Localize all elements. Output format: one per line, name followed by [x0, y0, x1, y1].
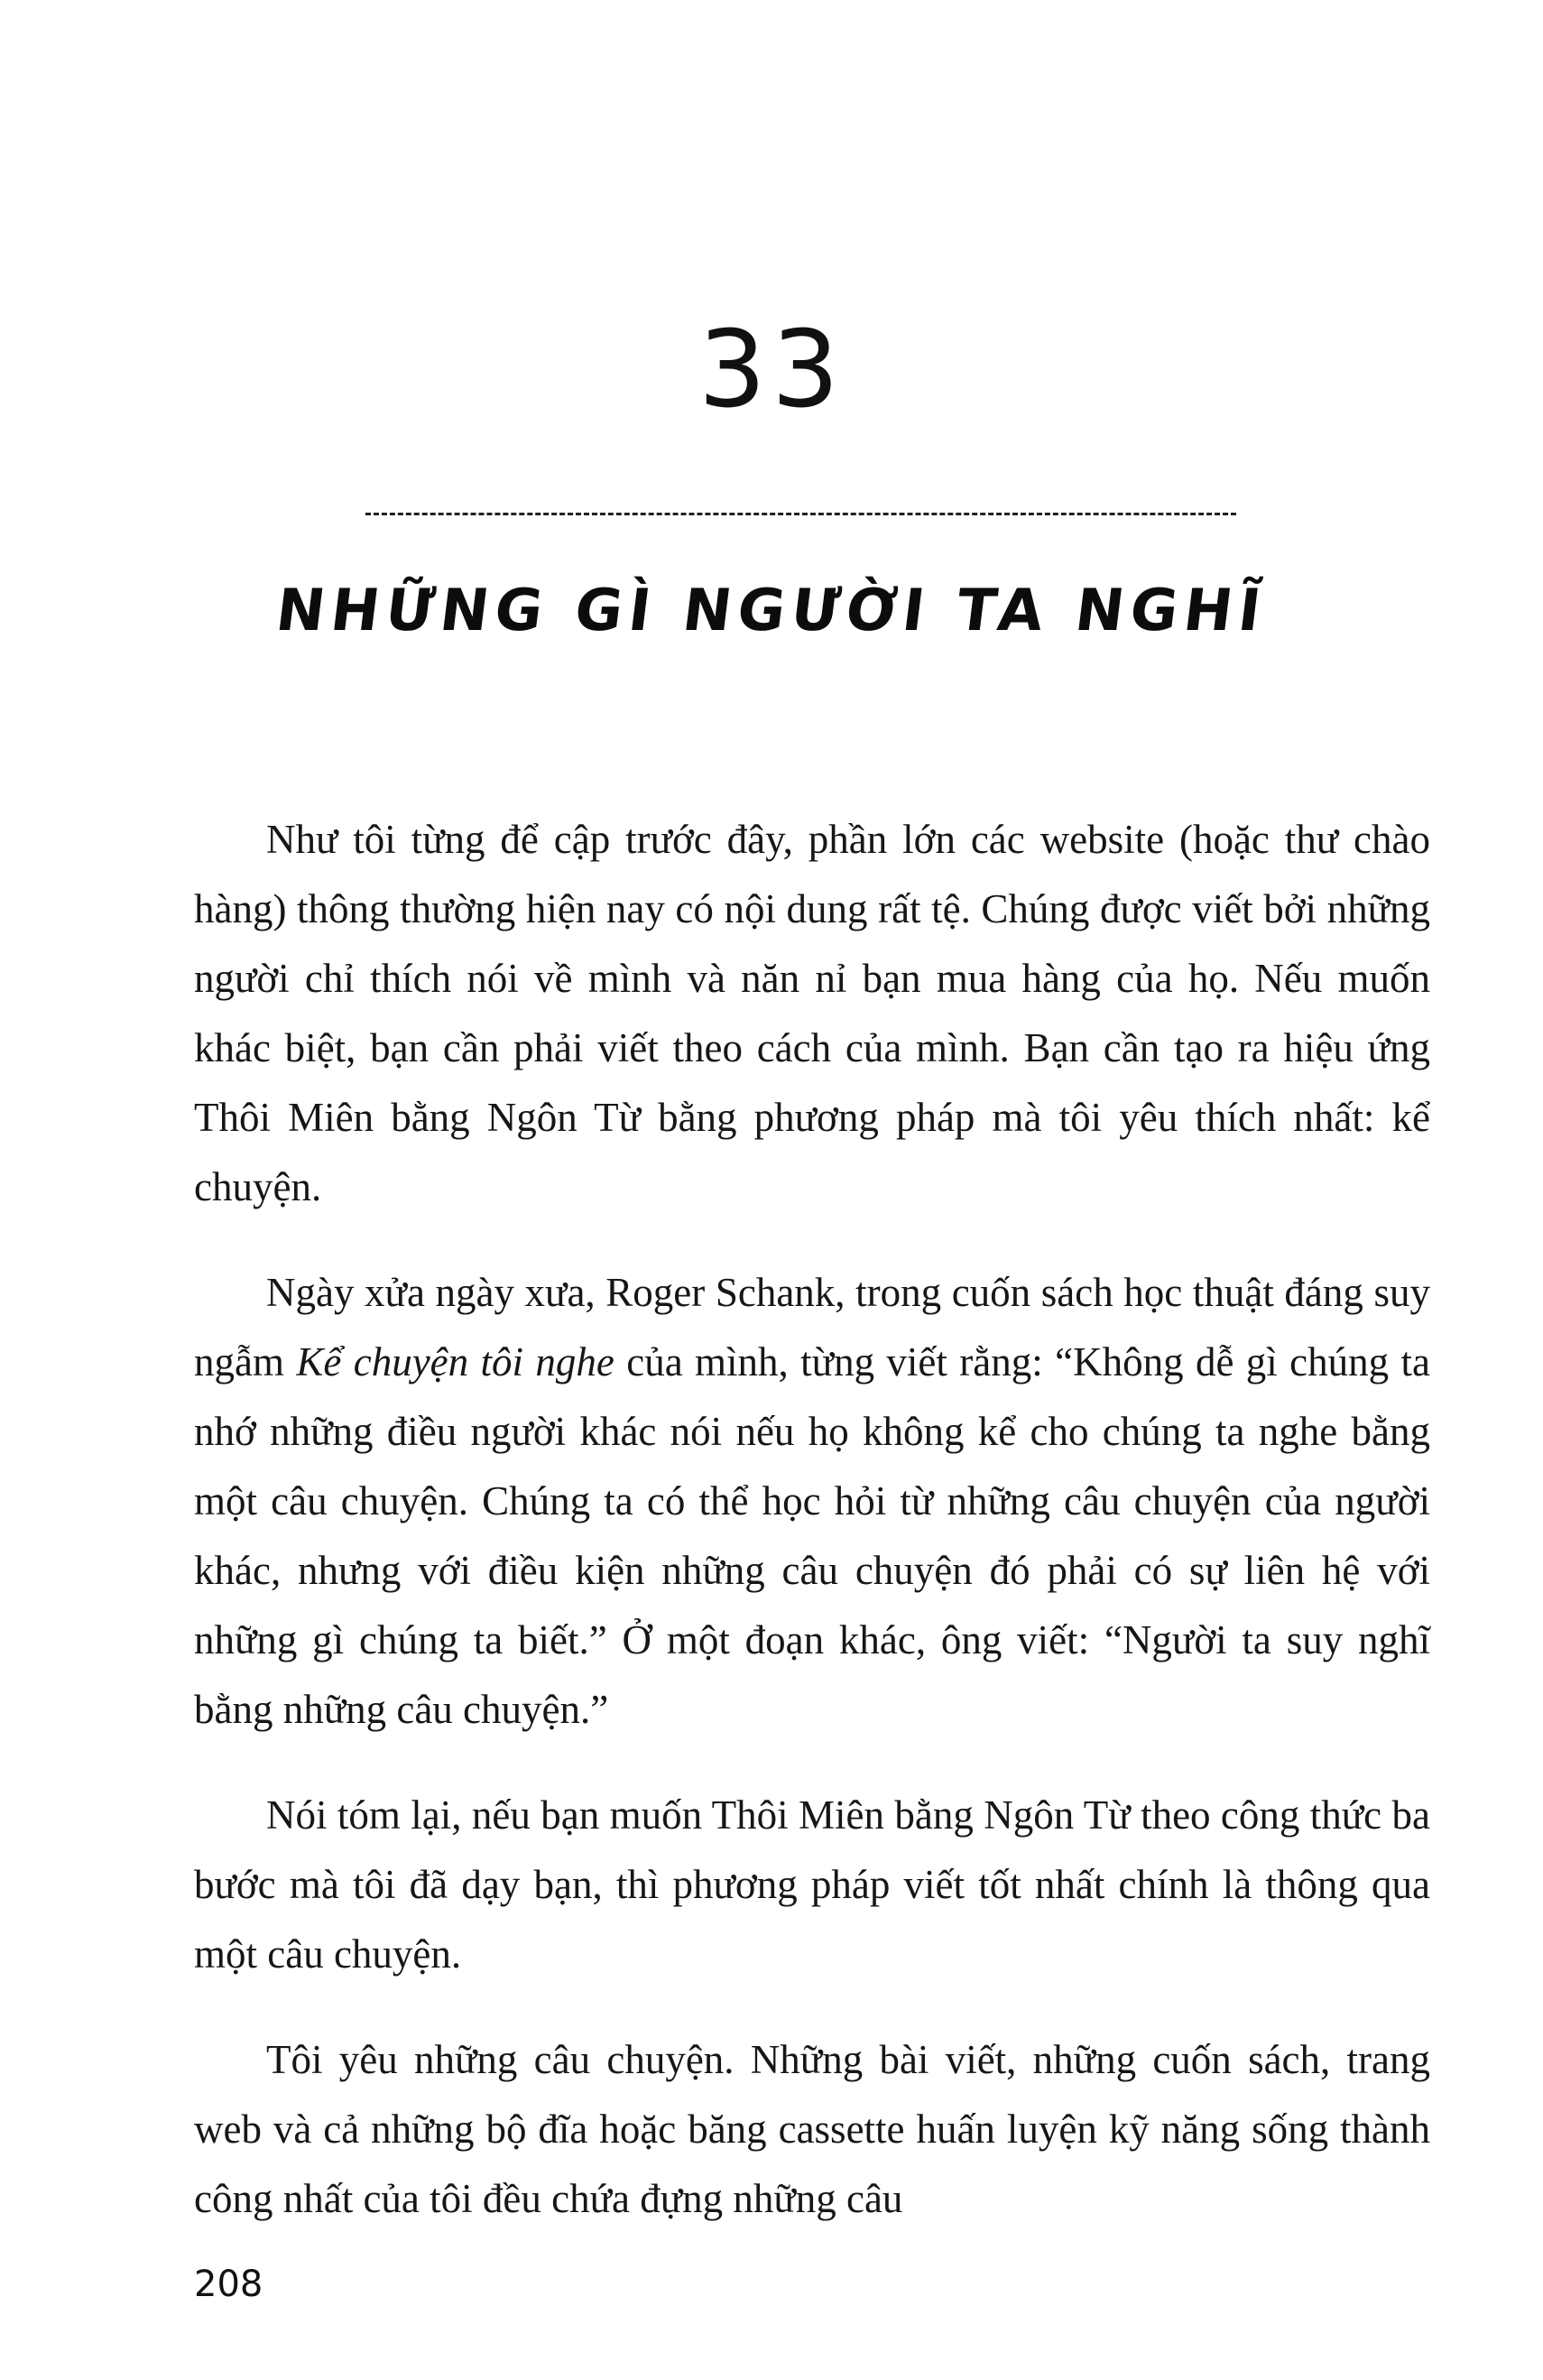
page-number: 208 [194, 2264, 263, 2305]
chapter-divider [365, 513, 1236, 515]
paragraph-4: Tôi yêu những câu chuyện. Những bài viết, những cuốn sách, trang web và cả những bộ đĩa hoặc băng cassette huấn luyện kỹ năng sống thành công nhất của tôi đều chứa đựng những câu [194, 2037, 1430, 2221]
paragraph-1: Như tôi từng để cập trước đây, phần lớn các website (hoặc thư chào hàng) thông thường hiện nay có nội dung rất tệ. Chúng được viết bởi những người chỉ thích nói về mình và năn nỉ bạn mua hàng của họ. Nếu muốn khác biệt, bạn cần phải viết theo cách của mình. Bạn cần tạo ra hiệu ứng Thôi Miên bằng Ngôn Từ bằng phương pháp mà tôi yêu thích nhất: kể chuyện. [194, 817, 1430, 1209]
paragraph-2-lead: Ngày xửa ngày xưa, Roger Schank, trong cuốn sách học thuật đáng suy ngẫm [194, 1270, 1430, 1384]
chapter-title: NHỮNG GÌ NGƯỜI TA NGHĨ [272, 578, 1271, 644]
paragraph-2 [194, 1258, 1430, 1745]
body-text [194, 805, 1430, 2270]
paragraph-3: Nói tóm lại, nếu bạn muốn Thôi Miên bằng Ngôn Từ theo công thức ba bước mà tôi đã dạy bạn, thì phương pháp viết tốt nhất chính là thông qua một câu chuyện. [194, 1792, 1430, 1977]
paragraph-2-rest: của mình, từng viết rằng: “Không dễ gì chúng ta nhớ những điều người khác nói nếu họ không kể cho chúng ta nghe bằng một câu chuyện. Chúng ta có thể học hỏi từ những câu chuyện của người khác, nhưng với điều kiện những câu chuyện đó phải có sự liên hệ với những gì chúng ta biết.” Ở một đoạn khác, ông viết: “Người ta suy nghĩ bằng những câu chuyện.” [194, 1339, 1430, 1732]
chapter-number: 33 [698, 307, 845, 431]
book-title: Kể chuyện tôi nghe [296, 1339, 614, 1384]
